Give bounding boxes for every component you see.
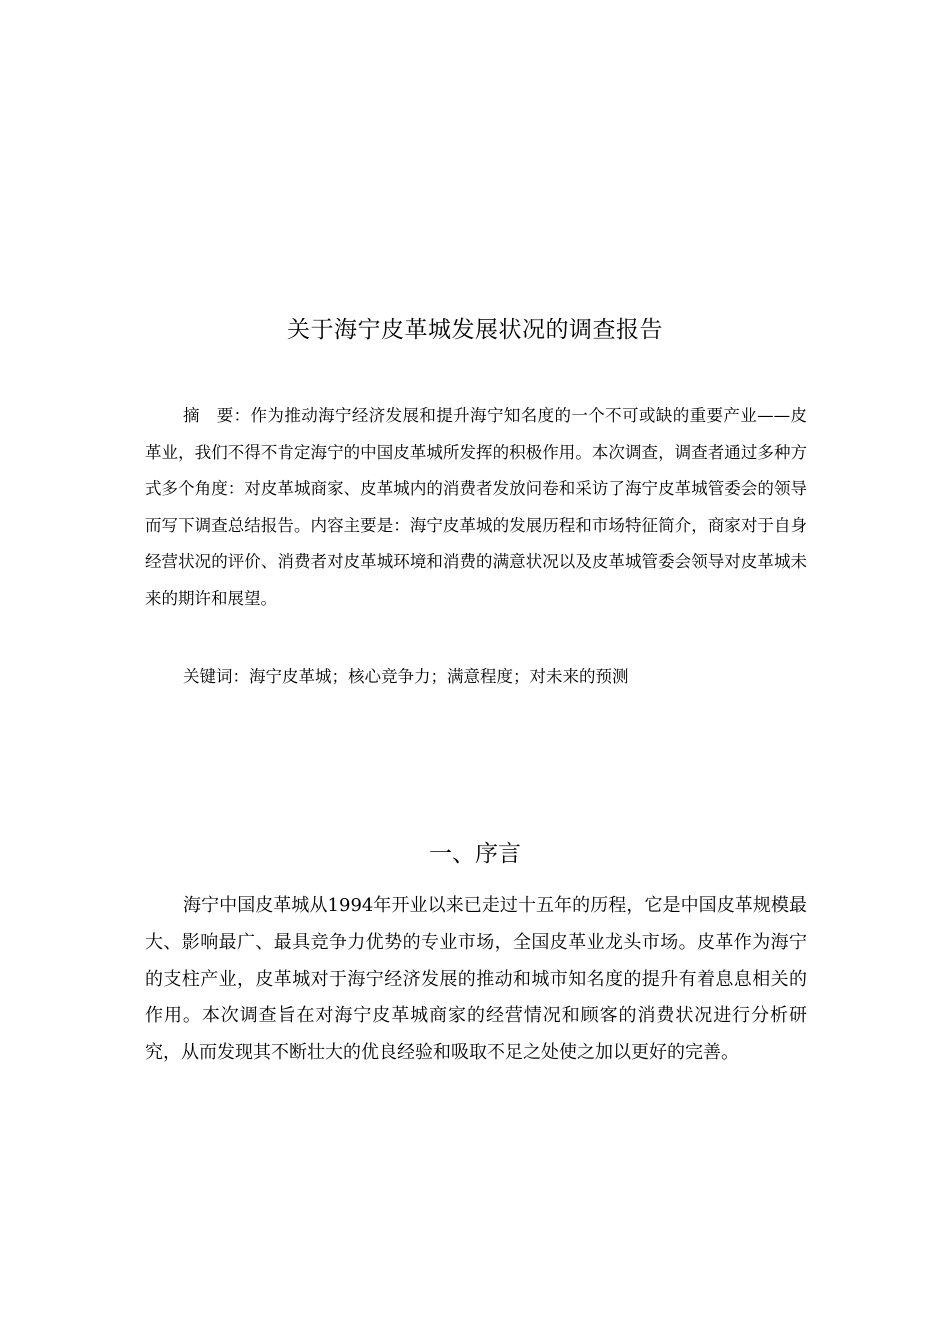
document-title: 关于海宁皮革城发展状况的调查报告	[287, 317, 663, 343]
keywords-line	[183, 659, 807, 695]
abstract-label: 摘 要：	[183, 406, 251, 425]
abstract-text: 作为推动海宁经济发展和提升海宁知名度的一个不可或缺的重要产业——皮革业，我们不得不肯定海宁的中国皮革城所发挥的积极作用。本次调查，调查者通过多种方式多个角度：对皮革城商家、皮革城内的消费者发放问卷和采访了海宁皮革城管委会的领导而写下调查总结报告。内容主要是：海宁皮革城的发展历程和市场特征简介，商家对于自身经营状况的评价、消费者对皮革城环境和消费的满意状况以及皮革城管委会领导对皮革城未来的期许和展望。	[145, 406, 808, 608]
abstract-paragraph	[145, 398, 807, 617]
section-body-preface: 海宁中国皮革城从1994年开业以来已走过十五年的历程，它是中国皮革规模最大、影响最广、最具竞争力优势的专业市场，全国皮革业龙头市场。皮革作为海宁的支柱产业，皮革城对于海宁经济发展的推动和城市知名度的提升有着息息相关的作用。本次调查旨在对海宁皮革城商家的经营情况和顾客的消费状况进行分析研究，从而发现其不断壮大的优良经验和吸取不足之处使之加以更好的完善。	[145, 895, 807, 1064]
keywords-text: 海宁皮革城；核心竞争力；满意程度；对未来的预测	[249, 667, 629, 686]
section-heading-preface: 一、序言	[429, 841, 521, 867]
keywords-label: 关键词：	[183, 667, 249, 686]
